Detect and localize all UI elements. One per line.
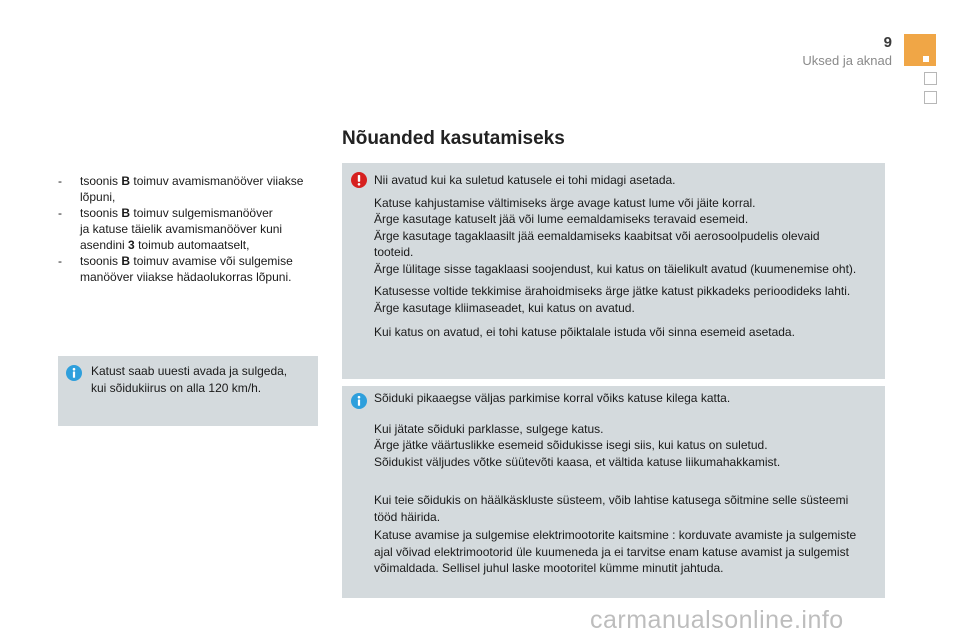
list-dash: -	[58, 174, 62, 188]
chapter-tab-active	[904, 34, 936, 66]
warning-text: Ärge kasutage tagaklaasilt jää eemaldamiseks kaabitsat või aerosoolpudelis olevaid	[374, 228, 820, 243]
chapter-tab-empty	[924, 72, 937, 85]
warning-text: Kui katus on avatud, ei tohi katuse põiktalale istuda või sinna esemeid asetada.	[374, 325, 795, 339]
warning-text: Katuse kahjustamise vältimiseks ärge avage katust lume või jäite korral.	[374, 195, 756, 210]
info-text: Kui teie sõidukis on häälkäskluste süsteem, võib lahtise katusega sõitmine selle süsteemi	[374, 493, 849, 507]
warning-text: Ärge kasutage katuselt jää või lume eemaldamiseks teravaid esemeid.	[374, 212, 749, 226]
info-text: tööd häirida.	[374, 509, 441, 524]
info-text: võimaldada. Sellisel juhul laske mootoritel kümme minutit jahtuda.	[374, 561, 724, 575]
warning-text: Katusesse voltide tekkimise ärahoidmiseks ärge jätke katust pikkadeks perioodideks lahti.	[374, 284, 851, 298]
info-icon	[351, 393, 367, 409]
info-text: kui sõidukiirus on alla 120 km/h.	[91, 380, 262, 395]
tab-marker-icon	[923, 56, 929, 62]
info-icon	[66, 365, 82, 381]
warning-text: Nii avatud kui ka suletud katusele ei tohi midagi asetada.	[374, 173, 676, 187]
warning-text: Ärge kasutage kliimaseadet, kui katus on avatud.	[374, 300, 635, 315]
list-item: - tsoonis B toimuv avamismanööver viiakse lõpuni,	[58, 174, 304, 204]
warning-box	[342, 163, 885, 379]
info-text: Katuse avamise ja sulgemise elektrimootorite kaitsmine : korduvate avamiste ja sulgemiste	[374, 528, 857, 542]
warning-icon	[351, 172, 367, 188]
section-heading: Nõuanded kasutamiseks	[342, 128, 565, 149]
page-number: 9	[883, 34, 892, 51]
watermark: carmanualsonline.info	[590, 606, 844, 634]
speed-info-box	[58, 356, 318, 426]
chapter-tab-empty	[924, 91, 937, 104]
zone-b-list	[58, 173, 320, 285]
info-text: Sõiduki pikaaegse väljas parkimise korral võiks katuse kilega katta.	[374, 391, 731, 405]
info-text: Katust saab uuesti avada ja sulgeda,	[91, 364, 288, 378]
chapter-title: Uksed ja aknad	[802, 53, 892, 68]
list-dash: -	[58, 254, 62, 268]
list-dash: -	[58, 206, 62, 220]
warning-text: Ärge lülitage sisse tagaklaasi soojendust, kui katus on täielikult avatud (kuumenemise oht).	[374, 261, 857, 276]
warning-text: tooteid.	[374, 245, 414, 259]
info-text: Kui jätate sõiduki parklasse, sulgege katus.	[374, 421, 604, 436]
info-text: ajal võivad elektrimootorid üle kuumeneda ja ei tarvitse enam katuse avamist ja sulgemist	[374, 544, 849, 559]
list-item: - tsoonis B toimuv avamise või sulgemise manööver viiakse hädaolukorras lõpuni.	[58, 254, 293, 284]
info-text: Sõidukist väljudes võtke süütevõti kaasa, et vältida katuse liikumahakkamist.	[374, 454, 781, 469]
info-text: Ärge jätke väärtuslikke esemeid sõidukisse isegi siis, kui katus on suletud.	[374, 438, 768, 452]
info-box	[342, 386, 885, 598]
list-item: - tsoonis B toimuv sulgemismanööver ja katuse täielik avamismanööver kuni asendini 3 toimub automaatselt,	[58, 206, 283, 252]
